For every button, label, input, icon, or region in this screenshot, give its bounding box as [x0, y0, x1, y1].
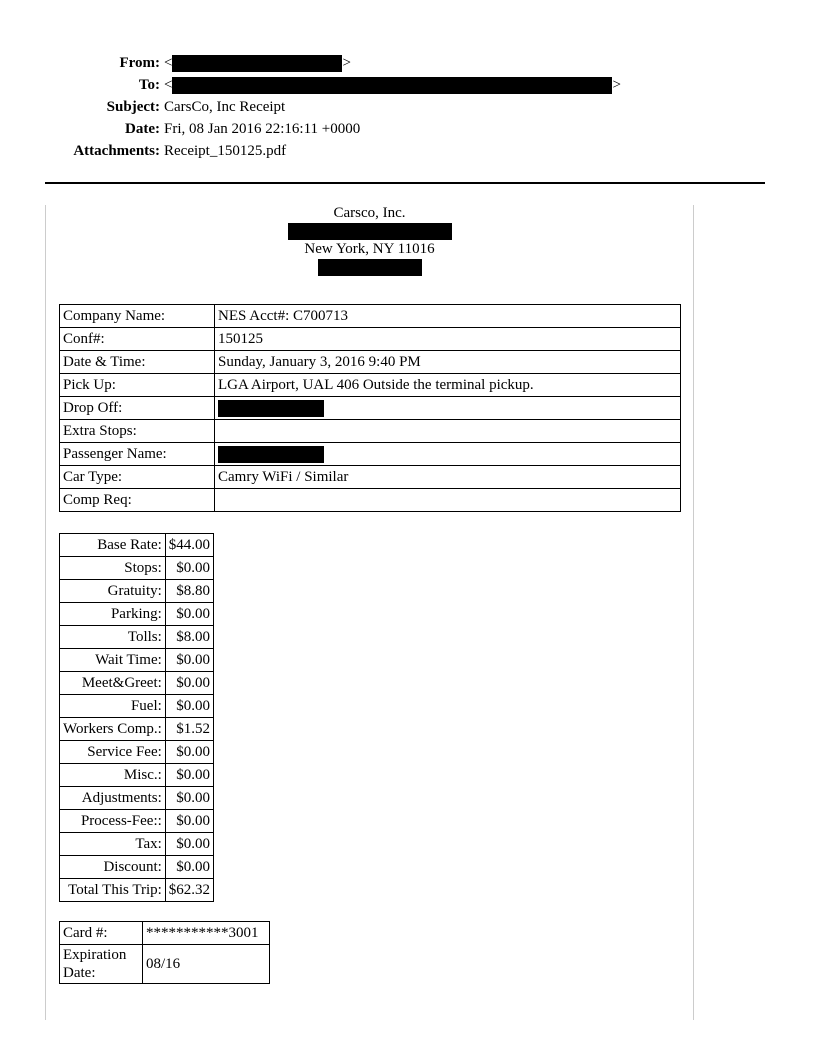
fare-amount: $0.00	[165, 557, 213, 580]
street-redaction	[288, 223, 452, 240]
fare-amount: $0.00	[165, 695, 213, 718]
fare-row	[60, 672, 214, 695]
date-value: Fri, 08 Jan 2016 22:16:11 +0000	[164, 121, 361, 137]
trip-info-value: Camry WiFi / Similar	[215, 466, 681, 489]
fare-row	[60, 603, 214, 626]
receipt-frame-right	[693, 205, 694, 1020]
trip-info-value: NES Acct#: C700713	[215, 305, 681, 328]
exp-label-line1: Expiration	[63, 947, 127, 963]
fare-label: Total This Trip:	[60, 879, 166, 902]
fare-label: Process-Fee::	[60, 810, 166, 833]
trip-info-value	[215, 443, 681, 466]
header-divider	[45, 182, 765, 184]
attachment-link[interactable]: Receipt_150125.pdf	[164, 143, 287, 159]
trip-info-label: Car Type:	[60, 466, 215, 489]
fare-label: Service Fee:	[60, 741, 166, 764]
trip-info-label: Extra Stops:	[60, 420, 215, 443]
card-number-label: Card #:	[60, 922, 143, 945]
trip-info-label: Company Name:	[60, 305, 215, 328]
fare-amount: $0.00	[165, 672, 213, 695]
receipt-frame-left	[45, 205, 46, 1020]
fare-label: Parking:	[60, 603, 166, 626]
fare-row	[60, 856, 214, 879]
card-expiration-row	[60, 945, 270, 984]
to-label: To:	[138, 77, 160, 93]
trip-info-label: Pick Up:	[60, 374, 215, 397]
trip-info-row	[60, 443, 681, 466]
fare-amount: $1.52	[165, 718, 213, 741]
fare-label: Workers Comp.:	[60, 718, 166, 741]
from-redaction	[172, 55, 342, 72]
value-redaction	[218, 400, 324, 417]
trip-info-value	[215, 397, 681, 420]
fare-label: Tax:	[60, 833, 166, 856]
fare-amount: $0.00	[165, 810, 213, 833]
trip-info-value	[215, 420, 681, 443]
fare-row	[60, 580, 214, 603]
fare-amount: $0.00	[165, 856, 213, 879]
trip-info-row	[60, 489, 681, 512]
card-expiration-value: 08/16	[143, 945, 270, 984]
trip-info-row	[60, 397, 681, 420]
to-value	[164, 74, 621, 96]
company-city-line: New York, NY 11016	[304, 241, 435, 257]
fare-label: Misc.:	[60, 764, 166, 787]
fare-amount: $0.00	[165, 741, 213, 764]
fare-amount: $62.32	[165, 879, 213, 902]
fare-amount: $0.00	[165, 833, 213, 856]
trip-info-label: Passenger Name:	[60, 443, 215, 466]
fare-amount: $0.00	[165, 787, 213, 810]
from-label: From:	[119, 55, 160, 71]
from-row	[0, 52, 816, 74]
fare-label: Base Rate:	[60, 534, 166, 557]
trip-info-label: Date & Time:	[60, 351, 215, 374]
fare-row	[60, 764, 214, 787]
to-open-bracket: <	[164, 77, 173, 93]
date-label: Date:	[125, 121, 160, 137]
to-close-bracket: >	[612, 77, 621, 93]
from-open-bracket: <	[164, 55, 173, 71]
value-redaction	[218, 446, 324, 463]
fare-row	[60, 787, 214, 810]
date-row	[0, 118, 816, 140]
exp-label-line2: Date:	[63, 965, 96, 981]
trip-info-value: Sunday, January 3, 2016 9:40 PM	[215, 351, 681, 374]
trip-info-row	[60, 466, 681, 489]
fare-row	[60, 534, 214, 557]
payment-card-table	[59, 921, 270, 984]
fare-amount: $0.00	[165, 764, 213, 787]
fare-row	[60, 833, 214, 856]
trip-info-row	[60, 305, 681, 328]
trip-info-row	[60, 374, 681, 397]
fare-amount: $8.00	[165, 626, 213, 649]
trip-info-label: Drop Off:	[60, 397, 215, 420]
fare-row	[60, 879, 214, 902]
to-row	[0, 74, 816, 96]
fare-label: Fuel:	[60, 695, 166, 718]
fare-label: Tolls:	[60, 626, 166, 649]
fare-row	[60, 695, 214, 718]
card-number-value: ***********3001	[143, 922, 270, 945]
trip-info-row	[60, 420, 681, 443]
to-redaction	[172, 77, 612, 94]
trip-info-value: LGA Airport, UAL 406 Outside the terminal pickup.	[215, 374, 681, 397]
attachments-label: Attachments:	[73, 143, 160, 159]
fare-amount: $0.00	[165, 649, 213, 672]
fare-amount: $8.80	[165, 580, 213, 603]
fare-row	[60, 649, 214, 672]
subject-row	[0, 96, 816, 118]
trip-info-label: Comp Req:	[60, 489, 215, 512]
fare-row	[60, 741, 214, 764]
fare-row	[60, 626, 214, 649]
fare-amount: $0.00	[165, 603, 213, 626]
from-value	[164, 52, 351, 74]
phone-redaction	[318, 259, 422, 276]
trip-info-table	[59, 304, 681, 512]
company-street-line	[46, 222, 693, 240]
subject-value: CarsCo, Inc Receipt	[164, 99, 286, 115]
fare-row	[60, 810, 214, 833]
trip-info-row	[60, 328, 681, 351]
company-address-block	[46, 204, 693, 276]
fare-breakdown-table	[59, 533, 214, 902]
fare-label: Wait Time:	[60, 649, 166, 672]
fare-label: Stops:	[60, 557, 166, 580]
card-number-row	[60, 922, 270, 945]
company-phone-line	[46, 258, 693, 276]
fare-label: Discount:	[60, 856, 166, 879]
attachments-row	[0, 140, 816, 162]
trip-info-label: Conf#:	[60, 328, 215, 351]
company-name: Carsco, Inc.	[333, 205, 406, 221]
fare-row	[60, 557, 214, 580]
subject-label: Subject:	[106, 99, 160, 115]
fare-label: Adjustments:	[60, 787, 166, 810]
trip-info-value: 150125	[215, 328, 681, 351]
fare-label: Meet&Greet:	[60, 672, 166, 695]
fare-amount: $44.00	[165, 534, 213, 557]
from-close-bracket: >	[342, 55, 351, 71]
fare-label: Gratuity:	[60, 580, 166, 603]
trip-info-value	[215, 489, 681, 512]
fare-row	[60, 718, 214, 741]
trip-info-row	[60, 351, 681, 374]
card-expiration-label	[60, 945, 143, 984]
